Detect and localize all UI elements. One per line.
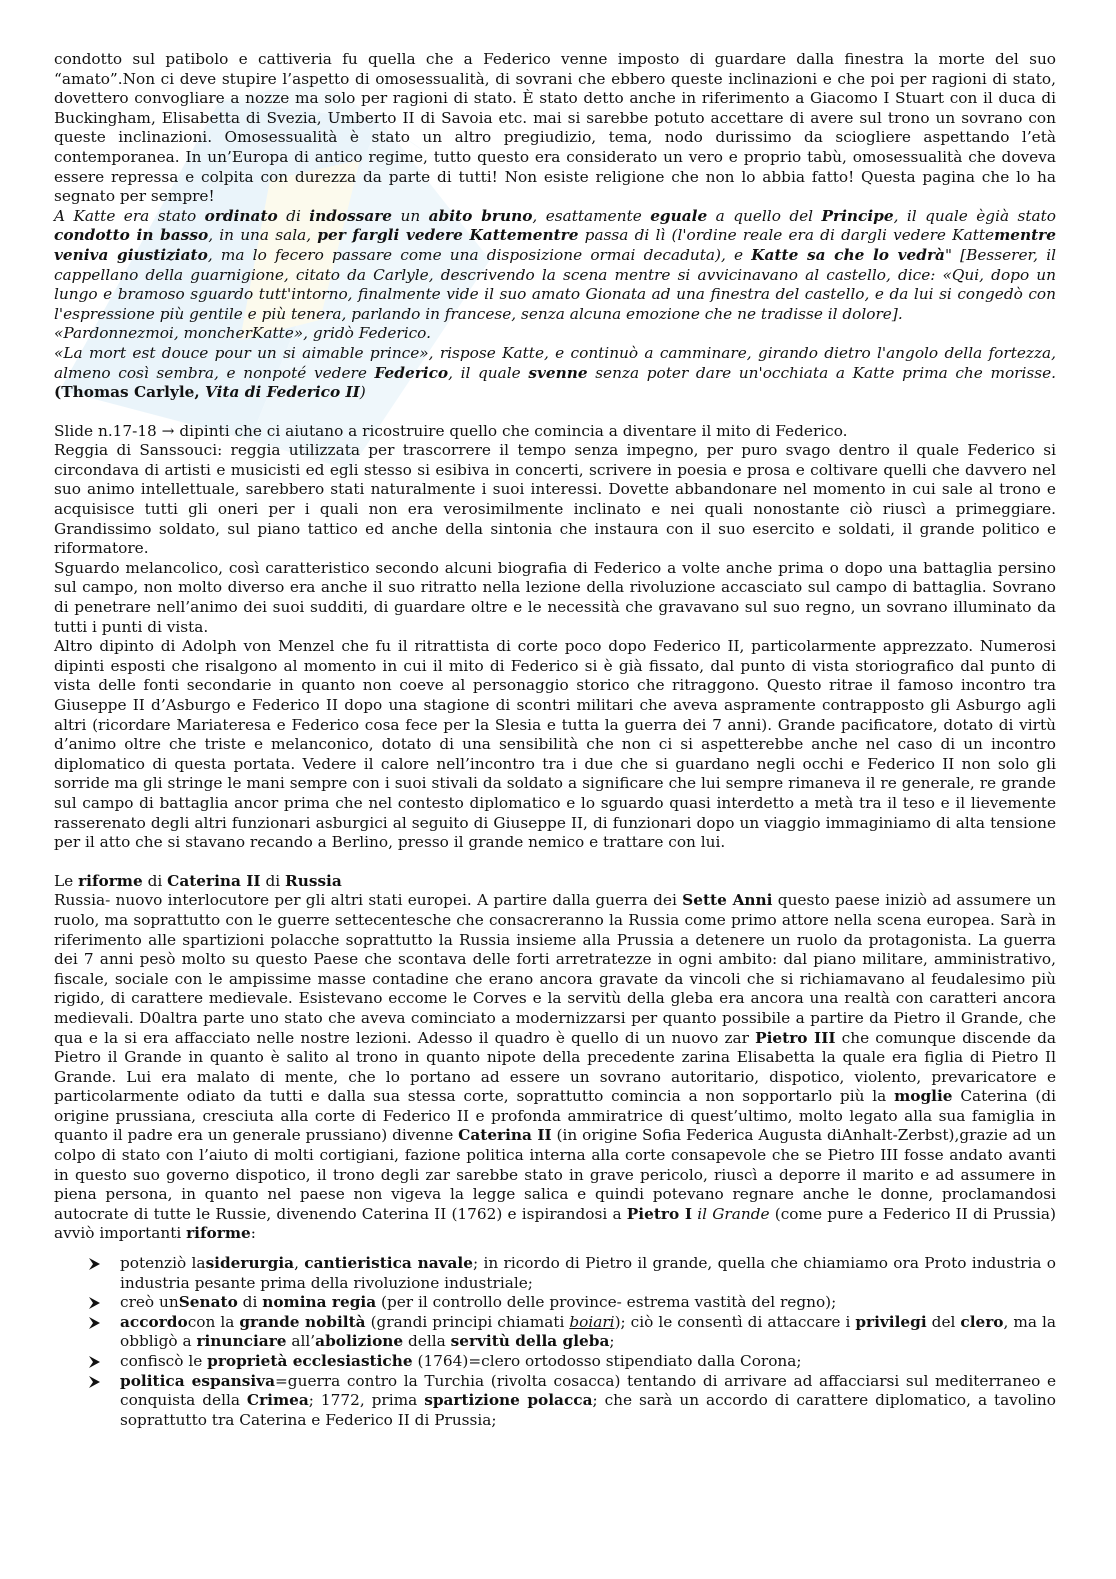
arrow-bullet-icon xyxy=(88,1372,102,1391)
paragraph-la-mort xyxy=(54,344,1056,403)
text-run: condotto sul patibolo e cattiveria fu quella che a Federico venne imposto di guardare dalla finestra la morte del suo “amato”.Non ci deve stupire l’aspetto di omosessualità, di sovrani che ebbero queste inclinazioni e che poi per ragioni di stato, dovettero convogliare a nozze ma solo per ragioni di stato. È stato detto anche in riferimento a Giacomo I Stuart con il duca di Buckingham, Elisabetta di Svezia, Umberto II di Savoia etc. mai si sarebbe potuto accettare di avere sul trono un sovrano con queste inclinazioni. Omosessualità è stato un altro pregiudizio, tema, nodo durissimo da sciogliere aspettando l’età contemporanea. In un’Europa di antico regime, tutto questo era considerato un vero e proprio tabù, omosessualità che doveva essere repressa e colpita con durezza da parte di tutti! Non esiste religione che non lo abbia fatto! Questa pagina che lo ha segnato per sempre! xyxy=(54,50,1056,206)
text-run: ); ciò le consentì di attaccare i xyxy=(614,1312,856,1331)
text-run: della xyxy=(403,1332,451,1351)
text-run: riforme xyxy=(78,871,143,890)
text-run: Sette Anni xyxy=(682,891,773,910)
text-run: Slide n.17-18 → dipinti che ci aiutano a ricostruire quello che comincia a diventare il mito di Federico. xyxy=(54,421,848,440)
text-run: , il quale xyxy=(448,363,529,382)
text-run: Russia xyxy=(285,871,342,890)
text-run: , ma lo fecero passare come una disposizione ormai decaduta), e xyxy=(207,245,752,264)
text-run: Reggia di Sanssouci: reggia utilizzata per trascorrere il tempo senza impegno, per puro svago dentro il quale Federico si circondava di artisti e musicisti ed egli stesso si esibiva in concerti, scrivere in poesia e prosa e coltivare quelli che davvero nel suo animo intellettuale, sarebbero stati naturalmente i suoi interessi. Dovette abbandonare nel momento in cui sale al trono e acquisisce tutti gli oneri per i quali non era verosimilmente inclinato e nei quali nonostante ciò riuscì a primeggiare. Grandissimo soldato, sul piano tattico ed anche della sintonia che instaura con il suo esercito e soldati, il grande politico e riformatore. xyxy=(54,441,1056,558)
paragraph-intro xyxy=(54,50,1056,207)
text-run: Pietro I xyxy=(626,1204,692,1223)
text-run: Crimea xyxy=(246,1391,309,1410)
text-run: «Pardonnezmoi, moncherKatte», gridò Federico. xyxy=(54,324,431,343)
text-run: Caterina (di origine prussiana, cresciuta alla corte di Federico II e profonda ammiratrice di quest’ultimo, molto legato alla sua famiglia in quanto il padre era un generale prussiano) divenne xyxy=(54,1087,1057,1145)
text-run: rinunciare xyxy=(196,1332,287,1351)
text-run: nomina regia xyxy=(262,1293,377,1312)
text-run: ; in ricordo di Pietro il grande, quella che chiamiamo ora Proto industria o industria pesante prima della rivoluzione industriale; xyxy=(120,1254,1056,1292)
text-run: di xyxy=(237,1293,263,1312)
text-run: per fargli vedere Kattementre xyxy=(317,226,579,245)
paragraph-reggia xyxy=(54,441,1056,559)
text-run: mentre veniva giustiziato xyxy=(54,226,1056,264)
reform-list-item xyxy=(54,1372,1056,1431)
text-run: moglie xyxy=(894,1087,953,1106)
text-run: (grandi principi chiamati xyxy=(365,1312,570,1331)
text-run: un xyxy=(392,206,429,225)
spacer xyxy=(54,403,1056,422)
text-run: , ma la obbligò a xyxy=(120,1312,1056,1351)
paragraph-slide xyxy=(54,422,1056,442)
text-run: Pietro III xyxy=(755,1028,836,1047)
text-run: (in origine Sofia Federica Augusta diAnhalt-Zerbst),grazie ad un colpo di stato con l’aiuto di molti cortigiani, fazione politica interna alla corte consapevole che se Pietro III fosse andato avanti in questo suo governo dispotico, il trono degli zar sarebbe stato in grave pericolo, riuscì a deporre il marito e ad assumere in piena persona, in quanto nel paese non vigeva la legge salica e quindi potevano regnare anche le donne, proclamandosi autocrate di tutte le Russie, divenendo Caterina II (1762) e ispirandosi a xyxy=(54,1126,1057,1223)
text-run: Caterina II xyxy=(458,1126,552,1145)
text-run: (1764)=clero ortodosso stipendiato dalla Corona; xyxy=(412,1352,802,1370)
text-run: (come pure a Federico II di Prussia) avviò importanti xyxy=(54,1204,1056,1243)
text-run: Altro dipinto di Adolph von Menzel che fu il ritrattista di corte poco dopo Federico II, particolarmente apprezzato. Numerosi dipinti esposti che risalgono al momento in cui il mito di Federico si è già fissato, dal punto di vista storiografico dal punto di vista delle fonti secondarie in quanto non coeve al personaggio storico che ritraggono. Questo ritrae il famoso incontro tra Giuseppe II d’Asburgo e Federico II dopo una stagione di scontri militari che aveva aspramente contrapposto gli Asburgo agli altri (ricordare Mariateresa e Federico cosa fece per la Slesia e tutta la guerra dei 7 anni). Grande pacificatore, dotato di virtù d’animo oltre che triste e melanconico, dotato di una sensibilità che non ci si aspetterebbe anche nel caso di un incontro diplomatico di questa portata. Vedere il calore nell’incontro tra i due che si guardano negli occhi e Federico II non solo gli sorride ma gli stringe le mani sempre con i suoi stivali da soldato a significare che lui sempre rimaneva il re generale, re grande sul campo di battaglia ancor prima che nel contesto diplomatico e lo sguardo quasi interdetto a metà tra il teso e il lievemente rasserenato degli altri funzionari asburgici al seguito di Giuseppe II, di funzionari dopo un viaggio immaginiamo di alta tensione per il atto che si stavano recando a Berlino, presso il grande nemico e trattare con lui. xyxy=(54,637,1056,852)
reform-list-item xyxy=(54,1352,1056,1372)
text-run: , esattamente xyxy=(532,206,651,225)
text-run: del xyxy=(926,1312,961,1331)
text-run: abolizione xyxy=(315,1332,404,1351)
paragraph-russia xyxy=(54,891,1056,1244)
text-run: servitù della gleba xyxy=(450,1332,610,1351)
text-run: ; 1772, prima xyxy=(308,1391,425,1410)
text-run: ; xyxy=(609,1332,615,1351)
text-run: abito bruno xyxy=(428,206,533,225)
text-run: a quello del xyxy=(707,206,822,225)
text-run: boiari xyxy=(569,1312,615,1331)
text-run: ; che sarà un accordo di carattere diplomatico, a tavolino soprattutto tra Caterina e Federico II di Prussia; xyxy=(120,1391,1056,1429)
text-run: ordinato xyxy=(204,206,278,225)
text-run: Sguardo melancolico, così caratteristico secondo alcuni biografia di Federico a volte anche prima o dopo una battaglia persino sul campo, non molto diverso era anche il suo ritratto nella lezione della rivoluzione accasciato sul campo di battaglia. Sovrano di penetrare nell’animo dei suoi sudditi, di guardare oltre e le necessità che gravavano sul suo regno, un sovrano illuminato da tutti i punti di vista. xyxy=(54,558,1056,636)
text-run: questo paese iniziò ad assumere un ruolo, ma soprattutto con le guerre settecentesche che consacreranno la Russia come primo attore nella scena europea. Sarà in riferimento alle spartizioni polacche soprattutto la Russia insieme alla Prussia a detenere un ruolo da protagonista. La guerra dei 7 anni pesò molto su questo Paese che scontava delle forti arretratezze in ogni ambito: dal piano militare, amministrativo, fiscale, sociale con le ampissime masse contadine che erano ancora gravate da vincoli che si richiamavano al feudalesimo più rigido, di carattere medievale. Esistevano eccome le Corves e la servitù della gleba era ancora una realtà con caratteri ancora medievali. D0altra parte uno stato che aveva cominciato a modernizzarsi per quanto possibile a partire da Pietro il Grande, che qua e la si era affacciato nelle nostre lezioni. Adesso il quadro è quello di un nuovo zar xyxy=(54,891,1056,1047)
text-run: svenne xyxy=(528,363,588,382)
paragraph-pardon xyxy=(54,324,1056,344)
text-run: ) xyxy=(359,383,366,402)
reform-list-item xyxy=(54,1293,1056,1313)
section-title xyxy=(54,872,1056,892)
paragraph-sguardo xyxy=(54,559,1056,637)
document-page xyxy=(54,50,1056,1430)
reform-list-item xyxy=(54,1313,1056,1352)
text-run: creò un xyxy=(120,1293,179,1312)
text-run: Katte sa che lo vedrà xyxy=(751,245,945,264)
text-run: all’ xyxy=(286,1332,316,1351)
text-run: siderurgia xyxy=(205,1254,295,1273)
text-run: riforme xyxy=(186,1224,251,1243)
text-run: con la xyxy=(187,1312,240,1331)
text-run: «La mort est douce pour un si aimable prince», rispose Katte, e continuò a camminare, girando dietro l'angolo della fortezza, almeno così sembra, e nonpoté vedere xyxy=(54,343,1056,382)
text-run: grande nobiltà xyxy=(239,1312,366,1331)
text-run: senza poter dare un'occhiata a Katte prima che morisse. xyxy=(587,363,1056,382)
text-run: privilegi xyxy=(855,1312,927,1331)
text-run: Caterina II xyxy=(167,871,261,890)
text-run: Principe xyxy=(821,206,894,225)
text-run: di xyxy=(260,871,285,890)
text-run: proprietà ecclesiastiche xyxy=(207,1352,413,1370)
spacer xyxy=(54,853,1056,872)
text-run: Vita di Federico II xyxy=(205,383,360,402)
text-run: politica espansiva xyxy=(120,1371,275,1390)
text-run: , il quale ègià stato xyxy=(893,206,1057,225)
arrow-bullet-icon xyxy=(88,1254,102,1273)
text-run: indossare xyxy=(309,206,393,225)
text-run: clero xyxy=(960,1312,1004,1331)
text-run: Le xyxy=(54,871,79,890)
text-run: accordo xyxy=(120,1312,188,1331)
text-run: potenziò la xyxy=(120,1254,206,1273)
text-run: =guerra contro la Turchia (rivolta cosacca) tentando di arrivare ad affacciarsi sul mediterraneo e conquista della xyxy=(120,1371,1056,1410)
text-run: il Grande xyxy=(697,1204,770,1223)
text-run: (per il controllo delle province- estrema vastità del regno); xyxy=(376,1293,837,1312)
arrow-bullet-icon xyxy=(88,1293,102,1312)
paragraph-menzel xyxy=(54,637,1056,853)
text-run: , xyxy=(294,1254,305,1273)
text-run: spartizione polacca xyxy=(424,1391,593,1410)
text-run: di xyxy=(142,871,168,890)
text-run: eguale xyxy=(650,206,708,225)
text-run: che comunque discende da Pietro il Grande in quanto è salito al trono in quanto nipote della precedente zarina Elisabetta la quale era figlia di Pietro Il Grande. Lui era malato di mente, che lo portano ad essere un sovrano autoritario, dispotico, violento, prevaricatore e particolarmente odiato da tutti e dalla sua stessa corte, soprattutto comincia a non sopportarlo più la xyxy=(54,1028,1056,1106)
text-run: , in una sala, xyxy=(208,226,318,245)
text-run: condotto in basso xyxy=(54,226,209,245)
text-run: cantieristica navale xyxy=(304,1254,473,1273)
text-run: (Thomas Carlyle, xyxy=(54,383,206,402)
text-run: passa di lì (l'ordine reale era di dargli vedere Katte xyxy=(578,226,995,245)
arrow-bullet-icon xyxy=(88,1352,102,1371)
text-run: Federico xyxy=(374,363,449,382)
text-run: Russia- nuovo interlocutore per gli altri stati europei. A partire dalla guerra dei xyxy=(54,891,683,910)
reform-list-item xyxy=(54,1254,1056,1293)
text-run: confiscò le xyxy=(120,1352,208,1370)
paragraph-katte-quote xyxy=(54,207,1056,325)
text-run: A Katte era stato xyxy=(54,206,205,225)
text-run: " [Besserer, il cappellano della guarnigione, citato da Carlyle, descrivendo la scena mentre si avvicinavano al castello, dice: «Qui, dopo un lungo e bramoso sguardo tutt'intorno, finalmente vide il suo amato Gionata ad una finestra del castello, e da lui si congedò con l'espressione più gentile e più tenera, parlando in francese, senza alcuna emozione che ne tradisse il dolore]. xyxy=(54,245,1057,323)
text-run: di xyxy=(277,206,310,225)
text-run: : xyxy=(250,1224,256,1243)
reforms-list xyxy=(54,1254,1056,1430)
arrow-bullet-icon xyxy=(88,1313,102,1332)
text-run: Senato xyxy=(178,1293,238,1312)
